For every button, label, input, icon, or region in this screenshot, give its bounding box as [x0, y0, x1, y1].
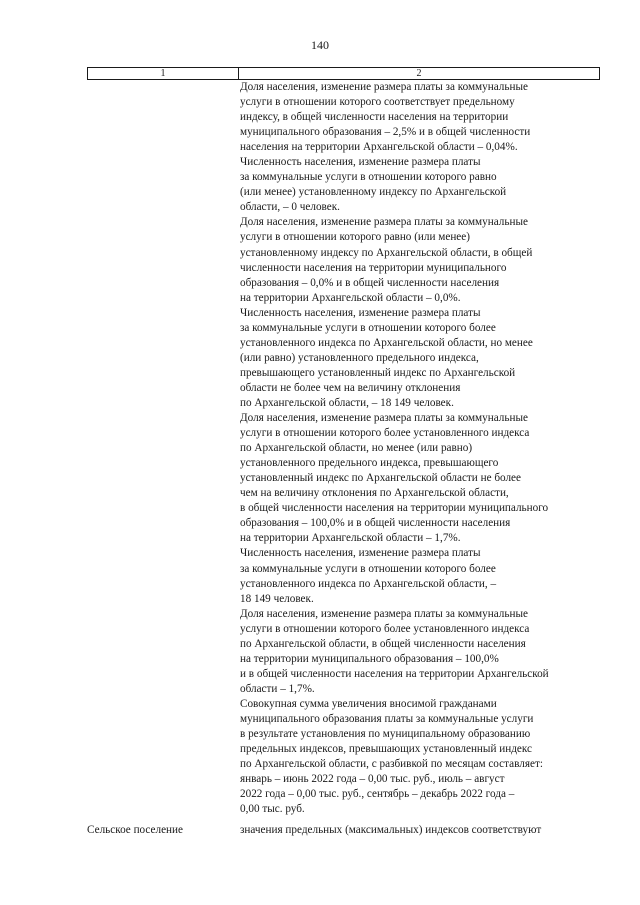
text-line: по Архангельской области, с разбивкой по месяцам составляет: [240, 758, 543, 771]
text-line: услуги в отношении которого более установленного индекса [240, 427, 530, 440]
text-line: образования – 0,0% и в общей численности населения [240, 276, 500, 289]
text-line: Доля населения, изменение размера платы за коммунальные [240, 216, 528, 229]
text-line: за коммунальные услуги в отношении которого равно [240, 171, 497, 184]
next-row-description-start: значения предельных (максимальных) индексов соответствуют [240, 824, 542, 836]
text-line: Доля населения, изменение размера платы за коммунальные [240, 607, 528, 620]
text-line: образования – 100,0% и в общей численности населения [240, 517, 511, 530]
text-line: на территории муниципального образования – 100,0% [240, 652, 499, 665]
text-line: по Архангельской области, в общей численности населения [240, 637, 526, 650]
text-line: установленному индексу по Архангельской области, в общей [240, 246, 533, 259]
next-row-municipality-label: Сельское поселение [87, 824, 183, 836]
table-cell-description [240, 80, 605, 817]
text-line: муниципального образования платы за коммунальные услуги [240, 712, 534, 725]
text-line: индексу, в общей численности населения на территории [240, 111, 509, 124]
text-line: установленного индекса по Архангельской области, – [240, 577, 497, 590]
text-line: (или равно) установленного предельного индекса, [240, 351, 479, 364]
text-line: населения на территории Архангельской области – 0,04%. [240, 141, 518, 154]
text-line: за коммунальные услуги в отношении которого более [240, 321, 496, 334]
text-line: Доля населения, изменение размера платы за коммунальные [240, 81, 528, 93]
text-line: в результате установления по муниципальному образованию [240, 728, 531, 741]
table-header-col-2: 2 [416, 68, 422, 79]
text-line: области не более чем на величину отклонения [240, 381, 461, 394]
text-line: 0,00 тыс. руб. [240, 803, 305, 816]
text-line: Доля населения, изменение размера платы за коммунальные [240, 412, 528, 425]
text-line: и в общей численности населения на территории Архангельской [240, 667, 549, 680]
text-line: 18 149 человек. [240, 592, 314, 605]
text-line: январь – июнь 2022 года – 0,00 тыс. руб., июль – август [240, 773, 505, 786]
text-line: Численность населения, изменение размера платы [240, 547, 481, 560]
text-line: численности населения на территории муниципального [240, 261, 507, 274]
text-line: на территории Архангельской области – 0,0%. [240, 291, 461, 304]
text-line: области – 1,7%. [240, 682, 315, 695]
text-line: установленный индекс по Архангельской области не более [240, 472, 521, 485]
text-line: по Архангельской области, но менее (или равно) [240, 442, 473, 455]
text-line: Совокупная сумма увеличения вносимой гражданами [240, 697, 497, 710]
text-line: в общей численности населения на территории муниципального [240, 502, 549, 515]
text-line: услуги в отношении которого равно (или менее) [240, 231, 470, 244]
text-line: (или менее) установленному индексу по Архангельской [240, 186, 507, 199]
text-line: 2022 года – 0,00 тыс. руб., сентябрь – декабрь 2022 года – [240, 788, 515, 801]
text-line: Численность населения, изменение размера платы [240, 156, 481, 169]
text-line: услуги в отношении которого соответствует предельному [240, 96, 515, 109]
text-line: на территории Архангельской области – 1,7%. [240, 532, 461, 545]
text-line: чем на величину отклонения по Архангельской области, [240, 487, 509, 500]
text-line: муниципального образования – 2,5% и в общей численности [240, 126, 531, 139]
table-header-row [87, 67, 600, 80]
text-line: Численность населения, изменение размера платы [240, 306, 481, 319]
text-line: области, – 0 человек. [240, 201, 340, 214]
text-line: за коммунальные услуги в отношении которого более [240, 562, 496, 575]
text-line: по Архангельской области, – 18 149 человек. [240, 396, 454, 409]
text-line: превышающего установленный индекс по Архангельской [240, 366, 516, 379]
text-line: услуги в отношении которого более установленного индекса [240, 622, 530, 635]
text-line: установленного предельного индекса, превышающего [240, 457, 499, 470]
table-header-col-1: 1 [88, 68, 239, 79]
page-number: 140 [311, 38, 329, 52]
text-line: установленного индекса по Архангельской области, но менее [240, 336, 533, 349]
text-line: предельных индексов, превышающих установленный индекс [240, 743, 532, 756]
